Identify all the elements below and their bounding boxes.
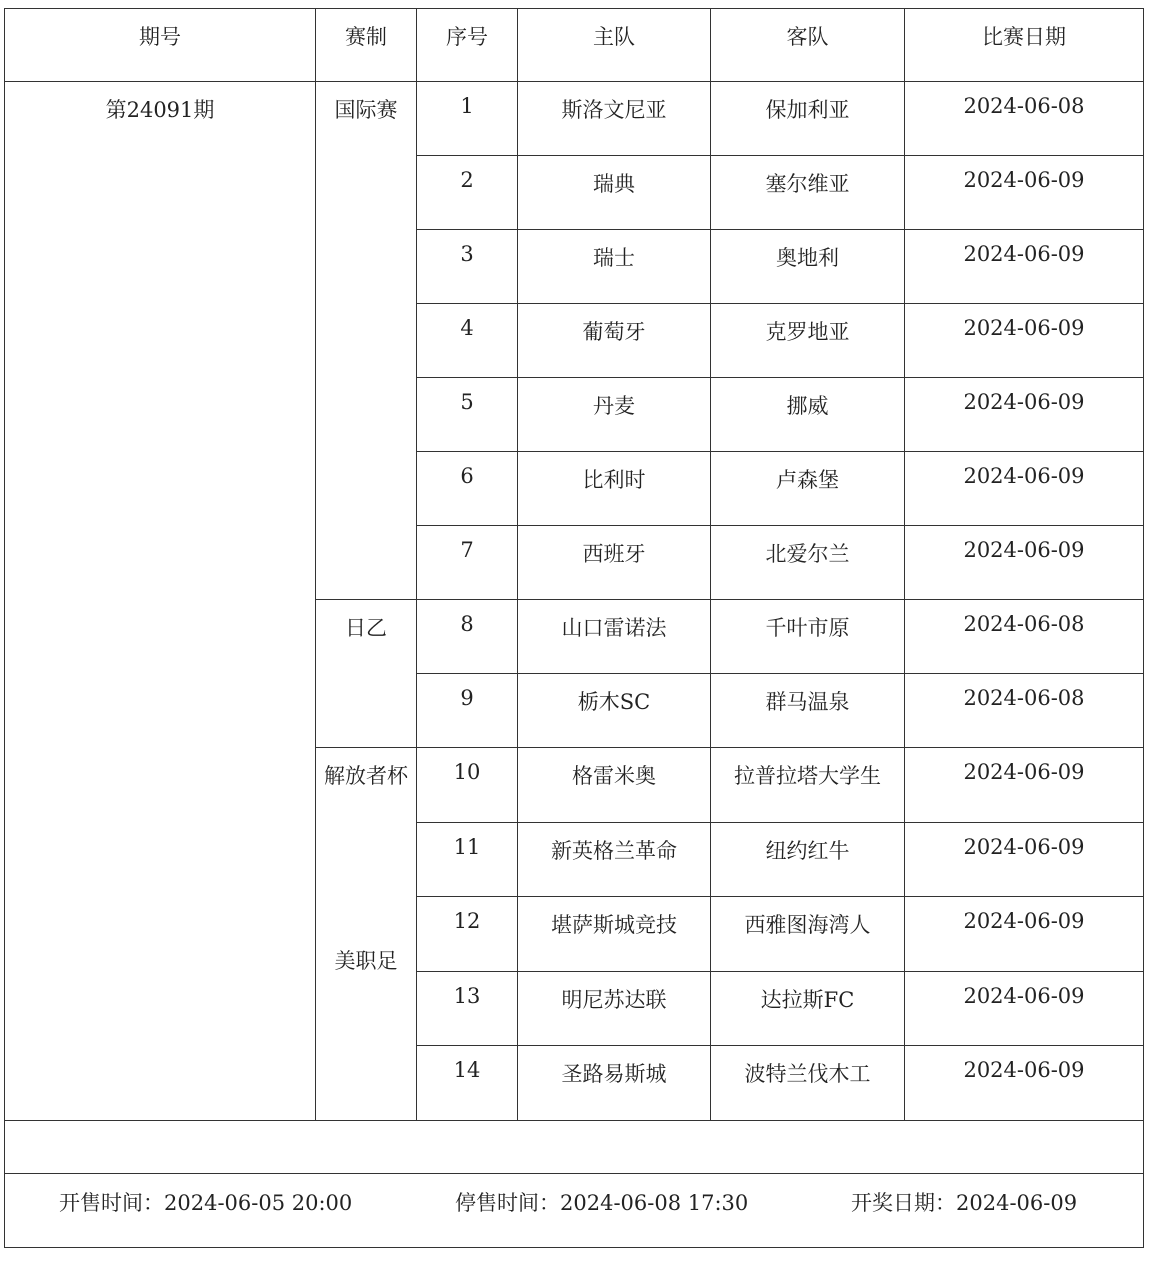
match-date: 2024-06-09 (905, 304, 1144, 378)
match-seq: 4 (417, 304, 518, 378)
header-home: 主队 (518, 9, 711, 82)
empty-cell (5, 1121, 1144, 1174)
match-away: 纽约红牛 (711, 822, 905, 897)
period-number: 第24091期 (5, 82, 316, 1121)
match-home: 丹麦 (518, 378, 711, 452)
match-away: 克罗地亚 (711, 304, 905, 378)
match-away: 奥地利 (711, 230, 905, 304)
match-away: 波特兰伐木工 (711, 1046, 905, 1121)
empty-row (5, 1121, 1144, 1174)
match-away: 群马温泉 (711, 674, 905, 748)
match-seq: 5 (417, 378, 518, 452)
header-row (5, 9, 1144, 82)
match-date: 2024-06-09 (905, 971, 1144, 1046)
match-seq: 13 (417, 971, 518, 1046)
match-date: 2024-06-09 (905, 897, 1144, 972)
match-home: 山口雷诺法 (518, 600, 711, 674)
match-away: 卢森堡 (711, 452, 905, 526)
match-away: 西雅图海湾人 (711, 897, 905, 972)
match-seq: 14 (417, 1046, 518, 1121)
match-date: 2024-06-09 (905, 1046, 1144, 1121)
match-seq: 7 (417, 526, 518, 600)
header-away: 客队 (711, 9, 905, 82)
header-competition: 赛制 (316, 9, 417, 82)
match-seq: 6 (417, 452, 518, 526)
match-date: 2024-06-09 (905, 526, 1144, 600)
competition-liberators-cup: 解放者杯 (324, 764, 408, 788)
match-seq: 12 (417, 897, 518, 972)
match-schedule-table (4, 8, 1144, 1248)
table-row (5, 82, 1144, 156)
match-home: 瑞士 (518, 230, 711, 304)
sale-start-time: 开售时间：2024-06-05 20:00 (59, 1191, 353, 1215)
match-home: 西班牙 (518, 526, 711, 600)
match-seq: 8 (417, 600, 518, 674)
match-seq: 11 (417, 822, 518, 897)
draw-date: 开奖日期：2024-06-09 (851, 1191, 1078, 1215)
competition-international: 国际赛 (316, 82, 417, 600)
match-away: 北爱尔兰 (711, 526, 905, 600)
match-date: 2024-06-08 (905, 600, 1144, 674)
match-home: 比利时 (518, 452, 711, 526)
match-home: 瑞典 (518, 156, 711, 230)
match-seq: 9 (417, 674, 518, 748)
competition-j2: 日乙 (316, 600, 417, 748)
sale-stop-time: 停售时间：2024-06-08 17:30 (455, 1191, 749, 1215)
match-seq: 1 (417, 82, 518, 156)
match-date: 2024-06-09 (905, 230, 1144, 304)
header-period: 期号 (5, 9, 316, 82)
match-date: 2024-06-08 (905, 82, 1144, 156)
match-date: 2024-06-09 (905, 452, 1144, 526)
match-home: 明尼苏达联 (518, 971, 711, 1046)
match-home: 斯洛文尼亚 (518, 82, 711, 156)
match-away: 达拉斯FC (711, 971, 905, 1046)
competition-merged-cell (316, 748, 417, 1121)
competition-mls: 美职足 (334, 949, 398, 973)
header-seq: 序号 (417, 9, 518, 82)
match-away: 塞尔维亚 (711, 156, 905, 230)
match-date: 2024-06-09 (905, 748, 1144, 823)
match-home: 新英格兰革命 (518, 822, 711, 897)
match-home: 栃木SC (518, 674, 711, 748)
match-away: 保加利亚 (711, 82, 905, 156)
match-home: 堪萨斯城竞技 (518, 897, 711, 972)
match-home: 格雷米奥 (518, 748, 711, 823)
match-date: 2024-06-09 (905, 822, 1144, 897)
match-date: 2024-06-09 (905, 156, 1144, 230)
footer-cell (5, 1174, 1144, 1248)
match-seq: 3 (417, 230, 518, 304)
match-date: 2024-06-08 (905, 674, 1144, 748)
match-away: 千叶市原 (711, 600, 905, 674)
match-seq: 10 (417, 748, 518, 823)
match-away: 挪威 (711, 378, 905, 452)
footer-row (5, 1174, 1144, 1248)
match-home: 圣路易斯城 (518, 1046, 711, 1121)
match-date: 2024-06-09 (905, 378, 1144, 452)
match-away: 拉普拉塔大学生 (711, 748, 905, 823)
match-home: 葡萄牙 (518, 304, 711, 378)
match-seq: 2 (417, 156, 518, 230)
header-date: 比赛日期 (905, 9, 1144, 82)
